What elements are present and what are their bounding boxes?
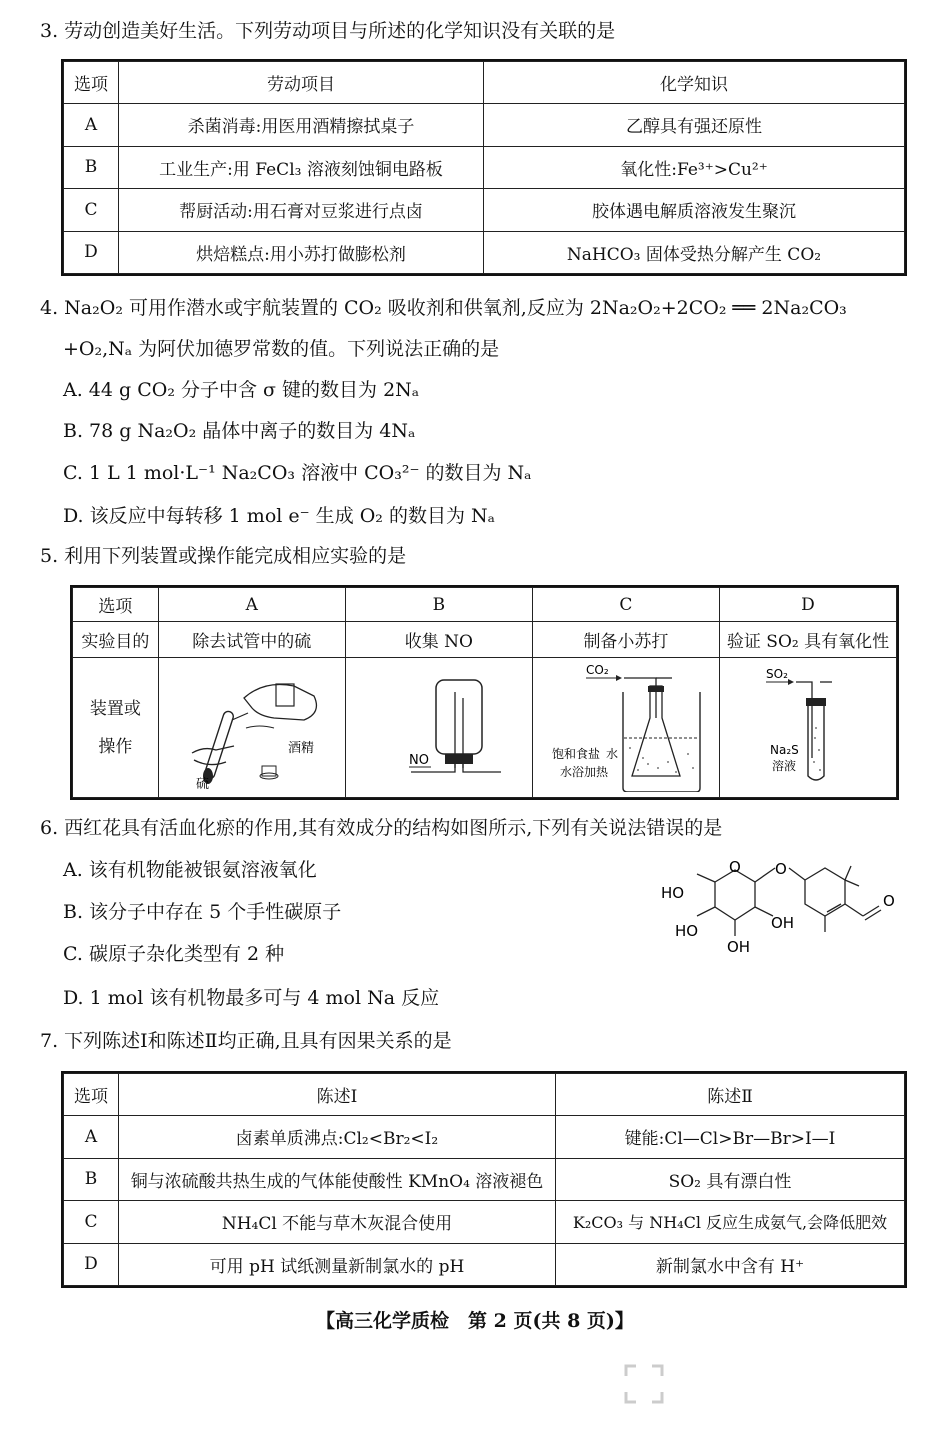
table-row: [64, 1201, 905, 1244]
option-letter: C: [64, 189, 119, 232]
question-3-stem: 3. 劳动创造美好生活。下列劳动项目与所述的化学知识没有关联的是: [40, 20, 616, 42]
statement-1: 卤素单质沸点:Cl₂<Br₂<I₂: [119, 1116, 556, 1159]
table-row: [64, 189, 905, 232]
question-5-table: [72, 587, 897, 798]
statement-2: 新制氯水中含有 H⁺: [556, 1243, 905, 1286]
purpose-b: 收集 NO: [345, 622, 532, 658]
table-row: [64, 146, 905, 189]
question-7-table: [63, 1073, 905, 1286]
table-row: [64, 1243, 905, 1286]
water-bath-label: 水浴加热: [559, 765, 608, 779]
purpose-d: 验证 SO₂ 具有氧化性: [720, 622, 897, 658]
device-label-line1: 装置或: [89, 698, 141, 719]
figure-d: [720, 658, 897, 798]
option-b: B. 78 g Na₂O₂ 晶体中离子的数目为 4Nₐ: [63, 420, 416, 442]
no-label: NO: [408, 753, 429, 768]
table-header: 劳动项目: [119, 62, 484, 104]
oh-label: OH: [771, 914, 795, 932]
question-6-stem: 6. 西红花具有活血化瘀的作用,其有效成分的结构如图所示,下列有关说法错误的是: [40, 817, 723, 839]
apparatus-b-illustration: [351, 658, 527, 792]
statement-2: SO₂ 具有漂白性: [556, 1158, 905, 1201]
scan-frame-icon: [622, 1362, 666, 1406]
apparatus-d-illustration: [720, 658, 896, 792]
question-3-table: [63, 61, 905, 274]
option-c: C. 碳原子杂化类型有 2 种: [63, 943, 285, 965]
ho-label: HO: [675, 922, 699, 940]
question-4-stem-line1: 4. Na₂O₂ 可用作潜水或宇航装置的 CO₂ 吸收剂和供氧剂,反应为 2Na₂O₂+2CO₂ ══ 2Na₂CO₃: [40, 297, 847, 319]
purpose-label: 实验目的: [73, 622, 159, 658]
page-footer: 【高三化学质检 第 2 页(共 8 页)】: [316, 1310, 634, 1332]
sulfur-label: 硫: [195, 777, 209, 792]
molecular-structure: [655, 852, 905, 962]
option-a: A. 该有机物能被银氨溶液氧化: [63, 859, 317, 881]
ho-label: HO: [661, 884, 685, 902]
table-header: C: [532, 588, 719, 622]
option-a: A. 44 g CO₂ 分子中含 σ 键的数目为 2Nₐ: [63, 379, 420, 401]
device-label-line2: 操作: [98, 736, 133, 757]
statement-1: 可用 pH 试纸测量新制氯水的 pH: [119, 1243, 556, 1286]
oh-label: OH: [727, 938, 751, 956]
question-5-stem: 5. 利用下列装置或操作能完成相应实验的是: [40, 545, 407, 567]
table-row: [64, 231, 905, 274]
table-header: 选项: [73, 588, 159, 622]
statement-2: 键能:Cl—Cl>Br—Br>I—I: [556, 1116, 905, 1159]
table-row: [64, 104, 905, 147]
carbonyl-o-label: O: [883, 892, 895, 910]
labor-item: 烘焙糕点:用小苏打做膨松剂: [119, 231, 484, 274]
table-row: [73, 622, 897, 658]
table-header: B: [345, 588, 532, 622]
question-7-stem: 7. 下列陈述Ⅰ和陈述Ⅱ均正确,且具有因果关系的是: [40, 1030, 452, 1052]
labor-item: 帮厨活动:用石膏对豆浆进行点卤: [119, 189, 484, 232]
table-header: 选项: [64, 1074, 119, 1116]
chem-knowledge: NaHCO₃ 固体受热分解产生 CO₂: [484, 231, 905, 274]
table-header: 化学知识: [484, 62, 905, 104]
option-letter: B: [64, 1158, 119, 1201]
chem-knowledge: 胶体遇电解质溶液发生聚沉: [484, 189, 905, 232]
option-letter: C: [64, 1201, 119, 1244]
purpose-c: 制备小苏打: [532, 622, 719, 658]
option-b: B. 该分子中存在 5 个手性碳原子: [63, 901, 342, 923]
table-row: [73, 658, 897, 798]
figure-a: [158, 658, 345, 798]
table-header: 陈述Ⅰ: [119, 1074, 556, 1116]
statement-1: 铜与浓硫酸共热生成的气体能使酸性 KMnO₄ 溶液褪色: [119, 1158, 556, 1201]
option-letter: D: [64, 231, 119, 274]
ether-o-label: O: [775, 860, 787, 878]
option-d: D. 该反应中每转移 1 mol e⁻ 生成 O₂ 的数目为 Nₐ: [63, 505, 495, 527]
labor-item: 工业生产:用 FeCl₃ 溶液刻蚀铜电路板: [119, 146, 484, 189]
option-d: D. 1 mol 该有机物最多可与 4 mol Na 反应: [63, 987, 440, 1009]
table-header: 选项: [64, 62, 119, 104]
water-label: 水: [605, 747, 618, 761]
option-letter: D: [64, 1243, 119, 1286]
apparatus-a-illustration: [164, 658, 340, 792]
na2s-label: Na₂S: [770, 743, 799, 757]
statement-1: NH₄Cl 不能与草木灰混合使用: [119, 1201, 556, 1244]
alcohol-label: 酒精: [287, 741, 314, 756]
figure-b: [345, 658, 532, 798]
statement-2: K₂CO₃ 与 NH₄Cl 反应生成氨气,会降低肥效: [556, 1201, 905, 1244]
option-letter: B: [64, 146, 119, 189]
table-row: [64, 1116, 905, 1159]
device-label: [73, 658, 159, 798]
table-header: D: [720, 588, 897, 622]
chem-knowledge: 乙醇具有强还原性: [484, 104, 905, 147]
chem-knowledge: 氧化性:Fe³⁺>Cu²⁺: [484, 146, 905, 189]
salt-label: 饱和食盐: [551, 747, 600, 761]
so2-label: SO₂: [766, 667, 788, 681]
solution-label: 溶液: [772, 759, 797, 773]
apparatus-c-illustration: [538, 658, 714, 792]
table-header: 陈述Ⅱ: [556, 1074, 905, 1116]
table-row: [64, 1158, 905, 1201]
option-letter: A: [64, 104, 119, 147]
option-c: C. 1 L 1 mol·L⁻¹ Na₂CO₃ 溶液中 CO₃²⁻ 的数目为 Nₐ: [63, 462, 532, 484]
figure-c: [532, 658, 719, 798]
table-header: A: [158, 588, 345, 622]
labor-item: 杀菌消毒:用医用酒精擦拭桌子: [119, 104, 484, 147]
option-letter: A: [64, 1116, 119, 1159]
ring-o-label: O: [729, 858, 741, 876]
co2-label: CO₂: [585, 663, 609, 677]
purpose-a: 除去试管中的硫: [158, 622, 345, 658]
question-4-stem-line2: +O₂,Nₐ 为阿伏加德罗常数的值。下列说法正确的是: [63, 338, 500, 360]
